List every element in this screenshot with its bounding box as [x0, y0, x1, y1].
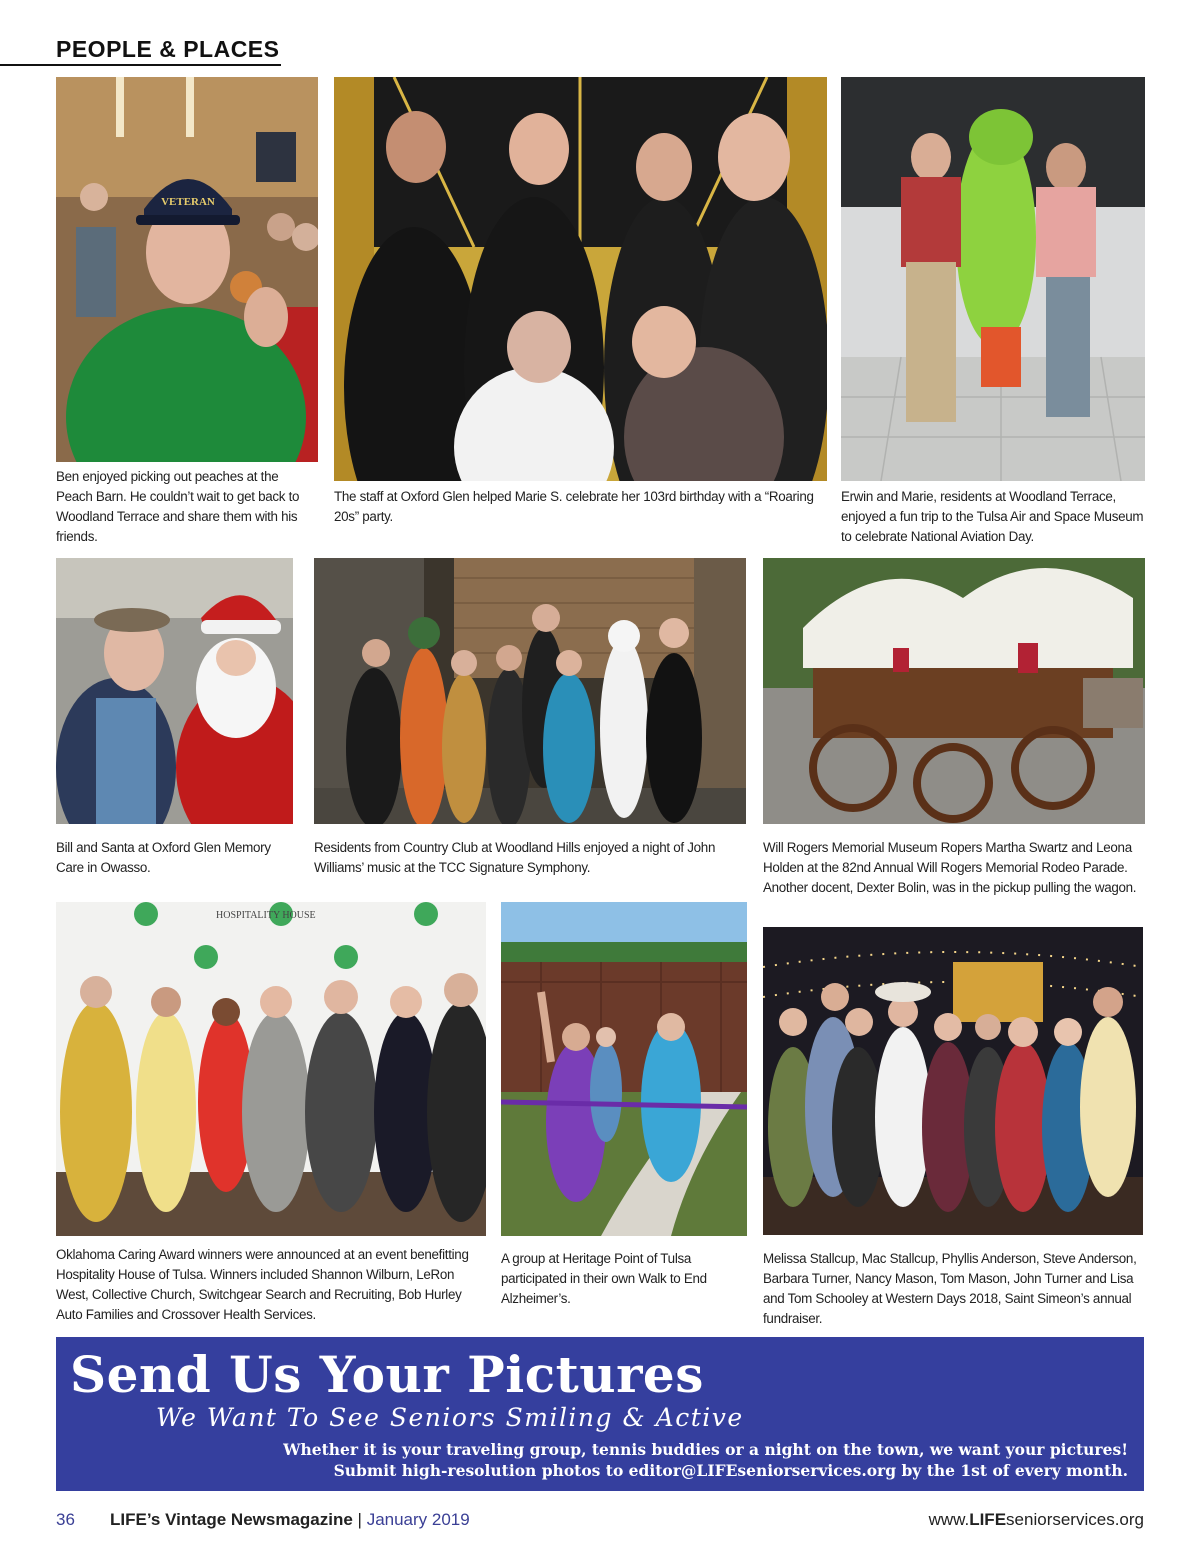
photo-western-days [763, 927, 1143, 1235]
caption-bill-santa: Bill and Santa at Oxford Glen Memory Care in Owasso. [56, 840, 271, 875]
veteran-cap-text: VETERAN [161, 196, 215, 208]
website-bold: LIFE [969, 1510, 1007, 1529]
photo-ben-peaches [56, 77, 318, 462]
caption-caring-award: Oklahoma Caring Award winners were announced at an event benefitting Hospitality House of Tulsa. Winners included Shannon Wilburn, LeRon West, Collective Church, Switchgear Search and Recruiting, Bob Hurley Auto Families and Crossover Health Services. [56, 1247, 469, 1322]
publication-name: LIFE’s Vintage Newsmagazine [110, 1510, 353, 1529]
backdrop-text: HOSPITALITY HOUSE [216, 910, 316, 921]
section-title-underline [0, 64, 281, 66]
send-pictures-banner [56, 1337, 1144, 1491]
page-number: 36 [56, 1510, 75, 1529]
banner-body [283, 1439, 1128, 1481]
photo-walk-alzheimers [501, 902, 747, 1236]
banner-tagline: We Want To See Seniors Smiling & Active [156, 1403, 744, 1432]
photo-covered-wagon [763, 558, 1145, 824]
caption-ben-peaches: Ben enjoyed picking out peaches at the Peach Barn. He couldn’t wait to get back to Woodland Terrace and share them with his friends. [56, 469, 300, 544]
caption-covered-wagon: Will Rogers Memorial Museum Ropers Martha Swartz and Leona Holden at the 82nd Annual Will Rogers Memorial Rodeo Parade. Another docent, Dexter Bolin, was in the pickup pulling the wagon. [763, 840, 1137, 895]
photo-caring-award [56, 902, 486, 1236]
section-title: PEOPLE & PLACES [56, 36, 280, 62]
photo-john-williams-night [314, 558, 746, 824]
photo-roaring-20s [334, 77, 827, 481]
publication-line [110, 1510, 470, 1530]
caption-walk-alzheimers: A group at Heritage Point of Tulsa participated in their own Walk to End Alzheimer’s. [501, 1251, 707, 1306]
issue-date: January 2019 [366, 1510, 470, 1529]
footer-separator: | [352, 1510, 367, 1529]
photo-bill-santa [56, 558, 293, 824]
caption-aviation-day: Erwin and Marie, residents at Woodland Terrace, enjoyed a fun trip to the Tulsa Air and Space Museum to celebrate National Aviation Day. [841, 489, 1144, 544]
banner-headline: Send Us Your Pictures [70, 1345, 704, 1404]
website-prefix: www. [928, 1510, 970, 1529]
banner-line-2: Submit high-resolution photos to editor@LIFEseniorservices.org by the 1st of every month. [333, 1461, 1128, 1480]
photo-aviation-day [841, 77, 1145, 481]
banner-line-1: Whether it is your traveling group, tennis buddies or a night on the town, we want your pictures! [283, 1440, 1128, 1459]
caption-roaring-20s: The staff at Oxford Glen helped Marie S. celebrate her 103rd birthday with a “Roaring 20s” party. [334, 489, 814, 524]
caption-john-williams-night: Residents from Country Club at Woodland Hills enjoyed a night of John Williams’ music at the TCC Signature Symphony. [314, 840, 716, 875]
caption-western-days: Melissa Stallcup, Mac Stallcup, Phyllis Anderson, Steve Anderson, Barbara Turner, Nancy Mason, Tom Mason, John Turner and Lisa and Tom Schooley at Western Days 2018, Saint Simeon’s annual fundraiser. [763, 1251, 1137, 1326]
website-suffix: seniorservices.org [1006, 1510, 1144, 1529]
website-link[interactable] [929, 1510, 1144, 1530]
